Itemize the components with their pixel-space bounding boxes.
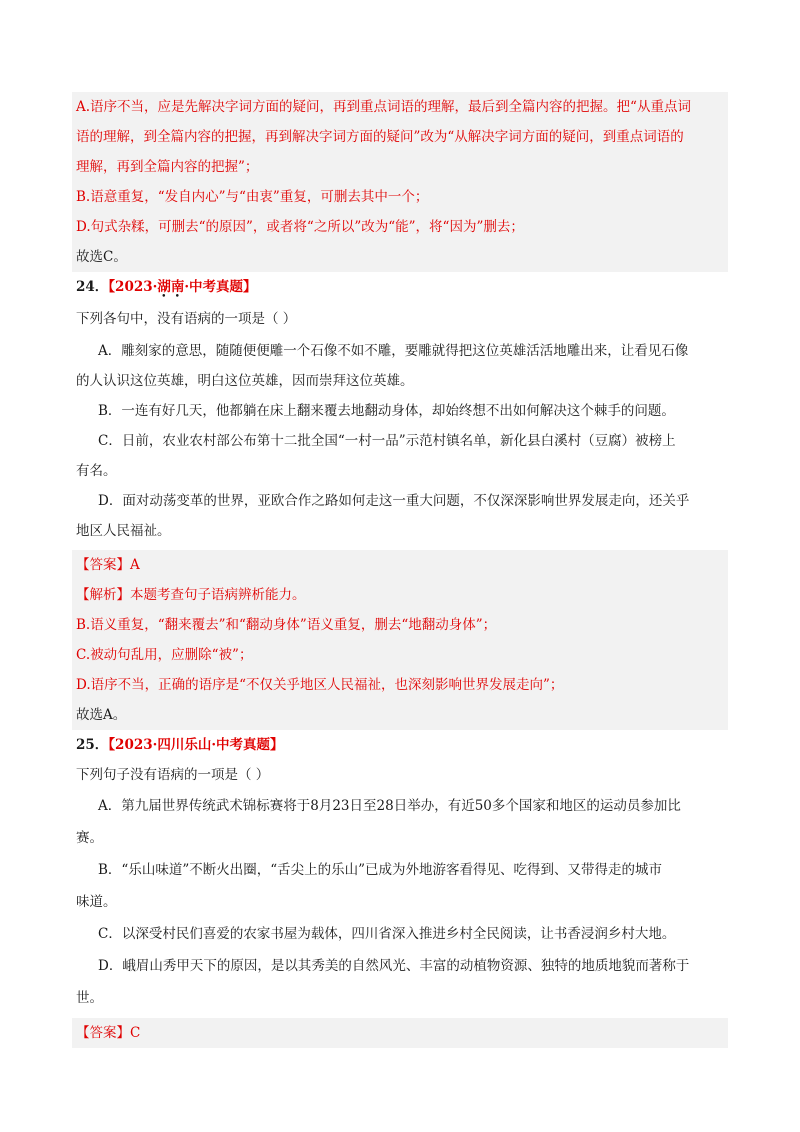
question-24-options	[72, 336, 728, 546]
answer-value: A	[130, 557, 140, 573]
question-source: 【2023·湖南·中考真题】	[108, 279, 257, 295]
option-a-cont: 的人认识这位英雄，明白这位英雄，因而崇拜这位英雄。	[76, 373, 414, 389]
answer-line	[72, 550, 728, 580]
analysis-line: A.语序不当，应是先解决字词方面的疑问，再到重点词语的理解，最后到全篇内容的把握。把“从重点词	[76, 99, 691, 115]
analysis-line	[72, 580, 728, 610]
option-b: B．一连有好几天，他都躺在床上翻来覆去地翻动身体，却始终想不出如何解决这个棘手的问题。	[98, 403, 675, 419]
stem-text: 下列各句中，	[76, 311, 157, 327]
option-c: C．日前，农业农村部公布第十二批全国“一村一品”示范村镇名单，新化县白溪村（豆腐）被榜上	[98, 433, 676, 449]
analysis-note: D.语序不当，正确的语序是“不仅关乎地区人民福祉，也深刻影响世界发展走向”；	[76, 677, 564, 693]
analysis-line: B.语意重复，“发自内心”与“由衷”重复，可删去其中一个；	[76, 189, 429, 205]
answer-tag: 【答案】	[76, 1025, 130, 1041]
answer-block-25	[72, 1018, 728, 1048]
question-number: 25．	[76, 737, 109, 753]
option-d: D．面对动荡变革的世界，亚欧合作之路如何走这一重大问题，不仅深深影响世界发展走向，还关乎	[98, 493, 690, 509]
answer-value: C	[130, 1025, 141, 1041]
question-number: 24．	[76, 279, 109, 295]
analysis-line: 语的理解，到全篇内容的把握，再到解决字词方面的疑问”改为“从解决字词方面的疑问，到重点词语的	[76, 129, 684, 145]
option-b-cont: 味道。	[76, 894, 117, 910]
option-c-cont: 有名。	[76, 463, 117, 479]
analysis-note: C.被动句乱用，应删除“被”；	[76, 647, 253, 663]
question-source: 【2023·四川乐山·中考真题】	[108, 737, 284, 753]
question-25-stem: 下列句子没有语病的一项是（ ）	[76, 767, 270, 783]
conclusion-line: 故选A。	[76, 707, 127, 723]
emphasis-char: 有	[170, 311, 184, 327]
answer-block-24	[72, 550, 728, 730]
option-d-cont: 世。	[76, 990, 103, 1006]
document-page	[72, 92, 728, 1048]
analysis-line: D.句式杂糅，可删去“的原因”，或者将“之所以”改为“能”，将“因为”删去；	[76, 219, 524, 235]
answer-line	[72, 1018, 728, 1048]
question-25-options	[72, 790, 728, 1014]
question-25-heading	[72, 730, 728, 760]
option-a: A．雕刻家的意思，随随便便雕一个石像不如不雕，要雕就得把这位英雄活活地雕出来，让看见石像	[98, 343, 689, 359]
question-24-heading	[72, 272, 728, 302]
stem-text: 语病的一项是（ ）	[184, 311, 297, 327]
analysis-block-prev	[72, 92, 728, 272]
conclusion-line: 故选C。	[76, 249, 127, 265]
option-a: A．第九届世界传统武术锦标赛将于8月23日至28日举办，有近50多个国家和地区的运动员参加比	[98, 798, 681, 814]
analysis-line: 理解，再到全篇内容的把握”；	[76, 159, 259, 175]
option-d: D．峨眉山秀甲天下的原因，是以其秀美的自然风光、丰富的动植物资源、独特的地质地貌而著称于	[98, 958, 690, 974]
analysis-text: 本题考查句子语病辨析能力。	[130, 587, 306, 603]
option-d-cont: 地区人民福祉。	[76, 523, 171, 539]
question-24-stem	[72, 302, 728, 336]
emphasis-char: 没	[157, 311, 171, 327]
option-b: B．“乐山味道”不断火出圈，“舌尖上的乐山”已成为外地游客看得见、吃得到、又带得走的城市	[98, 862, 663, 878]
analysis-note: B.语义重复，“翻来覆去”和“翻动身体”语义重复，删去“地翻动身体”；	[76, 617, 497, 633]
analysis-tag: 【解析】	[76, 587, 130, 603]
option-c: C．以深受村民们喜爱的农家书屋为载体，四川省深入推进乡村全民阅读，让书香浸润乡村大地。	[98, 926, 676, 942]
option-a-cont: 赛。	[76, 830, 103, 846]
answer-tag: 【答案】	[76, 557, 130, 573]
